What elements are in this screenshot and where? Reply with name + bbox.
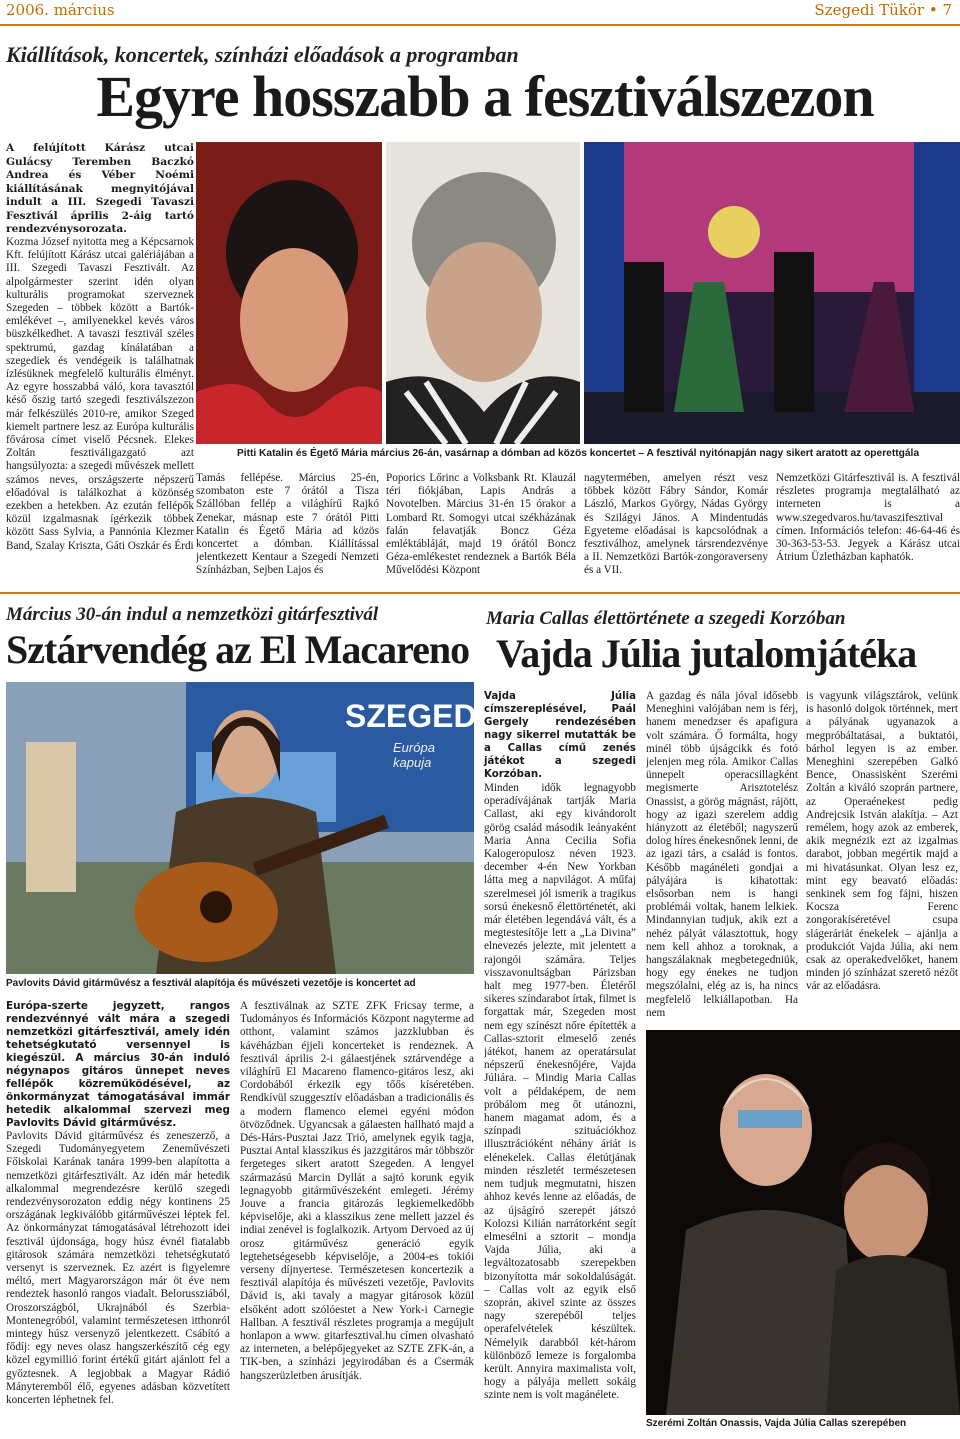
top-body-col1: Kozma József nyitotta meg a Képcsarnok Kft. felújított Kárász utcai galériájában a III. Szegedi Tavaszi Fesztivált. Az alpolgármester szerint idén olyan kulturális programokat szerveznek Szegeden – többek között a Bartók-emlékévet –, amilyenekkel kevés város büszkélkedhet. A tavaszi fesztivál széles spektrumú, gazdag kínálatában a szegediek és vendégeik is találhatnak ízlésüknek megfelelő kulturális élményt. Az egyre hosszabbá váló, kora tavasztól késő őszig tartó szegedi fesztiválszezon már felkészülés 2010-re, amikor Szeged kiemelt partnere lesz az Európa kulturális fővárosa címet viselő Pécsnek. Elekes Zoltán fesztiváligazgató azt hangsúlyozta: a szegedi művészek mellett számos neves, országszerte népszerű előadóval is találkozhat a közönség ezekben a hetekben. Az ezután fellépők közül izgalmasnak ígérkezik többek között Sass Sylvia, a Pannónia Klezmer Band, Szalay Kriszta, Gáti Oszkár és Érdi bbox=[6, 236, 194, 552]
callas-lead: Vajda Júlia címszereplésével, Paál Gergely rendezésében nagy sikerrel mutatták be a Callas című zenés játékot a szegedi Korzóban. bbox=[484, 691, 636, 780]
portrait-illustration-pitti bbox=[196, 142, 382, 444]
guitar-photo-caption: Pavlovits Dávid gitárművész a fesztivál alapítója és művészeti vezetője is koncertet ad bbox=[6, 978, 416, 989]
guitar-kicker: Március 30-án indul a nemzetközi gitárfesztivál bbox=[6, 604, 379, 625]
issue-date: 2006. március bbox=[6, 1, 115, 19]
callas-headline: Vajda Júlia jutalomjátéka bbox=[496, 631, 917, 676]
page-header bbox=[0, 0, 960, 24]
section-rule bbox=[0, 592, 960, 594]
guitar-body-col1: Pavlovits Dávid gitárművész és zeneszerző, a Szegedi Tudományegyetem Zeneművészeti Főiskolai Karának tanára 1999-ben alapította a nemzetközi gitárfesztivált. Az idén már hetedik alkalommal megrendezésre kerülő szegedi rendezvénysorozaton eddig négy kontinens 25 országának legkiválóbb gitárművészei léptek fel. Az önkormányzat támogatásával létrehozott idei fesztivál újdonsága, hogy húsz évnél fiatalabb gitárosok számára nemzetközi tehetségkutató versenyt is szerveznek. Ez azért is figyelemre méltó, mert Magyarországon már öt éve nem rendeztek hasonló rangos viadalt. Belorussziából, Oroszországból, Ukrajnából és Szerbia-Montenegróból, valamint természetesen itthonról mintegy húsz versenyző jelentkezett. Csábító a fődíj: egy neves olasz hangszerkészítő cég egy közel egymillió forint értékű gitárt ajánlott fel a győztesnek. A legjobbak a Magyar Rádió Mányteremből élő, egyenes adásban közvetített koncerten léphetnek fel. bbox=[6, 1130, 230, 1407]
portrait-photo-pitti bbox=[196, 142, 382, 444]
top-kicker: Kiállítások, koncertek, színházi előadások a programban bbox=[6, 42, 519, 67]
callas-body-col3: is vagyunk világsztárok, velünk is hasonló dolgok történnek, mert a pályának ugyanazok a megpróbáltatásai, a buktatói, bárhol legyen is az ember. Meneghini szerepében Galkó Bence, Onassisként Szerémi Zoltán a kiváló szoprán partnere, az Operaénekest pedig Andrejcsik István alakítja. – Azt remélem, hogy azok az emberek, akik megnézik ezt az izgalmas darabot, jobban megértik majd a mi hivatásunkat. Olyan lesz ez, mint egy beavató előadás: senkinek sem fog fájni, hiszen Kocsza Ferenc zongorakíséretével csupa slágeráriát énekelek – ajánlja a produkciót Vajda Júlia, aki nem csak az operakedvelőket, hanem minden jó színházat szerető nézőt vár az előadásra. bbox=[806, 690, 958, 993]
callas-body-col2: A gazdag és nála jóval idősebb Meneghini valójában nem is férj, hanem menedzser és apafigura volt számára. Ő formálta, hogy minél több újságcikk és fotó jelenjen meg róla. Amikor Callas ünnepelt operacsillagként megismerte Arisztotelész Onassist, a görög mágnást, rájött, hogy az igazi szerelem addig hiányzott az életéből; nagyszerű dolog híres énekesnőnek lenni, de az igazi társ, a család is fontos. Később magánéleti gondjai a pályájára is kihatottak: elsősorban nem is hangi problémái voltak, hanem lelkiek. Mindannyian tudjuk, akik ezt a nehéz pályát választottuk, hogy nem kell ahhoz a toroknak, a hangszálaknak megbetegedniük, hogy egy énekes ne tudjon megszólalni, elég az is, ha nincs megfelelő lelkiállapotban. Ha nem bbox=[646, 690, 798, 1019]
operetta-gala-photo bbox=[584, 142, 960, 444]
page-number: Szegedi Tükör • 7 bbox=[814, 1, 952, 19]
header-rule bbox=[0, 24, 960, 26]
callas-body-col1: Minden idők legnagyobb operadívájának tartják Maria Callast, aki egy kivándorolt görög család második leányaként Maria Anna Cecilia Sofia Kalogeropulosz néven 1923. december 4-én New Yorkban látta meg a napvilágot. A műfaj szerelmesei jól ismerik a tragikus sorsú énekesnő élettörténetét, aki már életében legendává vált, és a megtestesítője lett a „La Divina” elnevezés jelezte, mit jelentett a rajongói számára. Teljes visszavonultságban Párizsban halt meg 1977-ben. Életéről sikeres színdarabot írtak, filmet is forgattak már, Szegeden most nem egy színészt nőre építették a Callas-sztorit elmeselő zenés játékot, hanem az operatársulat népszerű énekesnőjére, Vajda Júliára. – Mindig Maria Callas volt a példaképem, de nem próbálom meg őt utánozni, hanem magamat adom, és a színpadi szituációkhoz illusztrációként néhány áriát is elénekelek. Callas életútjának minden részletét természetesen nem tudjuk megmutatni, hiszen ahhoz kevés lenne az előadás, de az újságíró szerepét játszó Kolozsi Kilián narrátorként segít elmesélni a sztorit – mondja Vajda Júlia, aki a legváltozatosabb szerepekben bizonyította már sokoldalúságát. – Callas volt az egyik első szoprán, akivel szinte az összes nagy szerepéből teljes operafelvételek készültek. Némelyik darabból két-három különböző lemeze is forgalomba került. Annyira maximalista volt, hogy a pályája mellett sokáig szinte nem is volt magánélete. bbox=[484, 782, 636, 1402]
portrait-illustration-egeto bbox=[386, 142, 580, 444]
top-body-col5: Nemzetközi Gitárfesztivál is. A fesztivál részletes programja megtalálható az interneten is a www.szegedvaros.hu/tavaszifesztival címen. Információs telefon: 46-64-46 és 30-363-53-53. Jegyek a Kárász utcai Átrium Üzletházban kaphatók. bbox=[776, 472, 960, 564]
portrait-photo-egeto bbox=[386, 142, 580, 444]
top-photo-caption: Pitti Katalin és Égető Mária március 26-án, vasárnap a dómban ad közös koncertet – A fesztivál nyitónapján nagy sikert aratott az operettgála bbox=[236, 448, 919, 459]
guitar-lead: Európa-szerte jegyzett, rangos rendezvénnyé vált mára a szegedi nemzetközi gitárfesztivál, amely idén tehetségkutató versennyel is kiegészül. A március 30-án induló négynapos gitáros ünnepet neves fellépők közreműködésével, az önkormányzat támogatásával immár hetedik alkalommal szervezi meg Pavlovits Dávid gitárművész. bbox=[6, 1000, 230, 1129]
poster-text: SZEGED bbox=[345, 698, 477, 734]
operetta-stage-illustration bbox=[584, 142, 960, 444]
top-body-col2: Tamás fellépése. Március 25-én, szombaton este 7 órától a Tisza Szállóban fellép a világhírű Rajkó Zenekar, másnap este 7 órától Pitti Katalin és Égető Mária ad közös koncertet a dómban. Kiállítással jelentkezett Kentaur a Szegedi Nemzeti Színházban, Sejben Lajos és bbox=[196, 472, 379, 577]
guitar-body-col2: A fesztiválnak az SZTE ZFK Fricsay terme, a Tudományos és Információs Központ nagyterme ad otthont, valamint számos jazzklubban és kávéházban éjjeli koncerteket is rendeznek. A fesztivál április 2-i gálaestjének sztárvendége a világhírű El Macareno flamenco-gitáros lesz, aki Cordobából érkezik egy tőős kíséretében. Rendkívül szuggesztív előadásban a tradicionális és a modern flamenco elemei egyéni módon ötvöződnek. Ugyancsak a gálaesten hallható majd a Dés-Hárs-Pusztai Jazz Trió, amelynek egyik tagja, Pusztai Antal klasszikus és jazzgitáros már többször fergeteges sikert aratott Szegeden. A lengyel származású Marcin Dyllát a sajtó korunk egyik legnagyobb gitárművészeként emlegeti. Jérémy Jouve a francia gitározás legkiemelkedőbb képviselője, aki a klasszikus zene mellett jazzel és indiai zenével is foglalkozik. Artyom Dervoed az új orosz gitárművész generáció egyik legtehetségesebb képviselője, a 2004-es tokiói verseny díjnyertese. Természetesen koncertezik a fesztivál alapítója és művészeti vezetője, Pavlovits Dávid is, aki tavaly a magyar gitárosok közül elsőként adott szólóestet a New York-i Carnegie Hallban. A fesztivál részletes programja a megújult honlapon a www. gitarfesztival.hu címen olvasható az interneten, a belépőjegyeket az SZTE ZFK-án, a TIK-ben, a színházi jegyirodában és a Csermák hangszerüzletben árusítják. bbox=[240, 1000, 474, 1382]
callas-stage-illustration bbox=[646, 1030, 960, 1415]
callas-stage-photo bbox=[646, 1030, 960, 1415]
top-body-col3: Poporics Lőrinc a Volksbank Rt. Klauzál téri fiókjában, Lapis András a Novotelben. Március 31-én 15 órakor a Lombard Rt. Somogyi utcai székházának falán felavatják Boncz Géza emléktábláját, majd 19 órától Boncz Géza-emlékestet rendeznek a Bartók Béla Művelődési Központ bbox=[386, 472, 576, 577]
top-lead: A felújított Kárász utcai Gulácsy Teremben Baczkó Andrea és Véber Noémi kiállításának megnyitójával indult a III. Szegedi Tavaszi Fesztivál április 2-áig tartó rendezvénysorozata. bbox=[6, 142, 194, 235]
callas-photo-caption: Szerémi Zoltán Onassis, Vajda Júlia Callas szerepében bbox=[646, 1418, 907, 1429]
callas-kicker: Maria Callas élettörténete a szegedi Korzóban bbox=[486, 608, 846, 629]
poster-subtitle: Európa kapuja bbox=[393, 740, 435, 770]
top-headline: Egyre hosszabb a fesztiválszezon bbox=[96, 64, 874, 129]
top-body-col4: nagytermében, amelyen részt vesz többek között Fábry Sándor, Komár László, Markos György, Nádas György és Szilágyi János. A Mindentudás Egyeteme előadásai is kapcsolódnak a fesztiválhoz, amelynek társrendezvénye a II. Nemzetközi Bartók-zongoraverseny és a VII. bbox=[584, 472, 768, 577]
guitar-headline: Sztárvendég az El Macareno bbox=[6, 627, 470, 672]
